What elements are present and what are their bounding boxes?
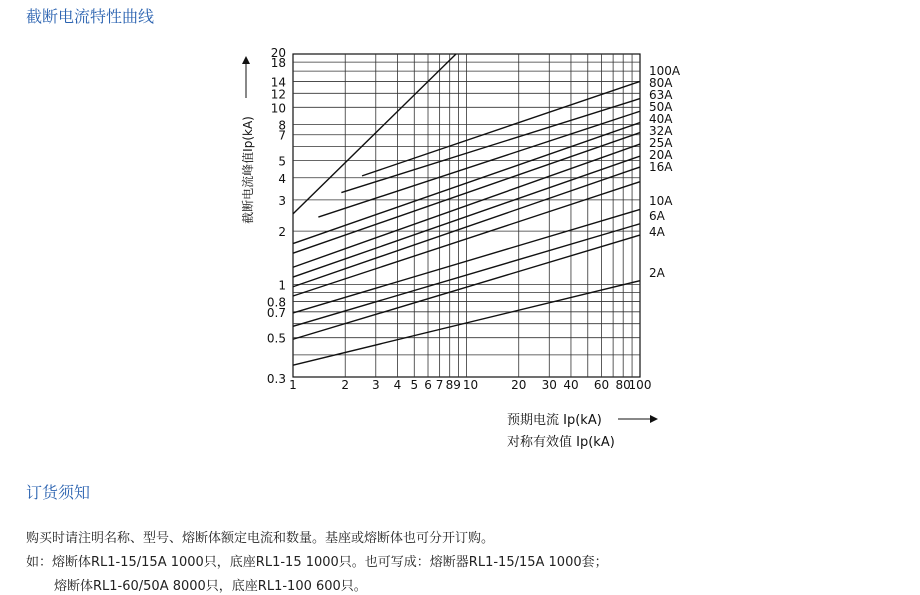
series-label: 32A bbox=[649, 124, 673, 138]
x-tick-label: 6 bbox=[424, 378, 432, 392]
x-tick-label: 7 bbox=[435, 378, 444, 392]
series-label: 20A bbox=[649, 148, 673, 162]
order-section-title: 订货须知 bbox=[26, 483, 91, 502]
x-axis-label-2: 对称有效值 Ip(kA) bbox=[507, 435, 615, 450]
x-tick-label: 1 bbox=[289, 378, 297, 392]
x-axis-arrowhead bbox=[650, 415, 658, 423]
y-tick-label: 14 bbox=[270, 75, 286, 90]
x-tick-label: 5 bbox=[410, 378, 419, 392]
x-tick-label: 3 bbox=[371, 378, 380, 392]
y-tick-label: 12 bbox=[270, 87, 286, 102]
y-tick-label: 7 bbox=[278, 128, 286, 143]
x-tick-label: 20 bbox=[511, 378, 527, 392]
series-label: 6A bbox=[649, 209, 665, 223]
y-tick-label: 8 bbox=[278, 118, 286, 133]
chart-section-title: 截断电流特性曲线 bbox=[26, 7, 155, 26]
series-label: 80A bbox=[649, 76, 673, 90]
y-tick-label: 5 bbox=[278, 154, 286, 169]
x-tick-label: 100 bbox=[628, 378, 652, 392]
y-tick-label: 0.8 bbox=[266, 295, 286, 310]
y-tick-label: 0.3 bbox=[266, 372, 286, 386]
series-line bbox=[341, 99, 640, 193]
y-tick-label: 2 bbox=[278, 225, 286, 240]
y-tick-label: 1 bbox=[278, 278, 286, 293]
series-label: 50A bbox=[649, 100, 673, 114]
series-line bbox=[293, 54, 456, 214]
series-label: 63A bbox=[649, 88, 673, 102]
y-tick-label: 0.7 bbox=[266, 305, 286, 320]
y-tick-label: 20 bbox=[270, 46, 286, 60]
series-label: 25A bbox=[649, 136, 673, 150]
y-tick-label: 18 bbox=[270, 56, 286, 71]
series-label: 10A bbox=[649, 194, 673, 208]
x-tick-label: 10 bbox=[462, 378, 479, 392]
series-label: 100A bbox=[649, 64, 681, 78]
y-axis-arrowhead bbox=[242, 56, 250, 64]
x-tick-label: 80 bbox=[615, 378, 631, 392]
x-axis-label: 预期电流 Ip(kA) bbox=[507, 413, 602, 428]
series-label: 4A bbox=[649, 225, 665, 239]
series-line bbox=[362, 81, 640, 175]
series-label: 16A bbox=[649, 160, 673, 174]
y-tick-label: 10 bbox=[270, 101, 286, 116]
order-note-line-2: 如：熔断体RL1-15/15A 1000只，底座RL1-15 1000只。也可写成：熔断器RL1-15/15A 1000套； bbox=[26, 555, 608, 570]
series-label: 2A bbox=[649, 266, 665, 280]
y-tick-label: 0.5 bbox=[266, 331, 286, 346]
x-tick-label: 89 bbox=[445, 378, 461, 392]
x-tick-label: 30 bbox=[541, 378, 557, 392]
x-tick-label: 60 bbox=[593, 378, 610, 392]
y-tick-label: 3 bbox=[278, 193, 286, 208]
y-axis-label: 截断电流峰值Ip(kA) bbox=[241, 116, 255, 224]
series-label: 40A bbox=[649, 112, 673, 126]
x-tick-label: 2 bbox=[341, 378, 350, 392]
order-note-line-1: 购买时请注明名称、型号、熔断体额定电流和数量。基座或熔断体也可分开订购。 bbox=[26, 531, 495, 546]
y-tick-label: 4 bbox=[278, 171, 286, 186]
x-tick-label: 4 bbox=[393, 378, 402, 392]
x-tick-label: 40 bbox=[563, 378, 579, 392]
order-note-line-3: 熔断体RL1-60/50A 8000只，底座RL1-100 600只。 bbox=[54, 579, 367, 594]
